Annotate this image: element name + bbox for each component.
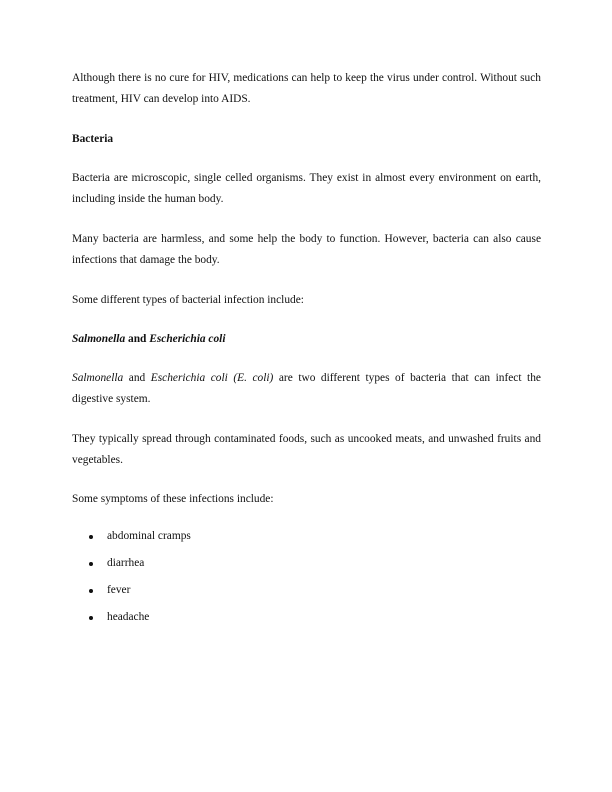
paragraph-bacteria-intro: Bacteria are microscopic, single celled organisms. They exist in almost every environment on earth, including inside the human body.: [72, 172, 541, 205]
bullet-icon: [89, 589, 93, 593]
paragraph-spread: They typically spread through contaminated foods, such as uncooked meats, and unwashed fruits and vegetables.: [72, 433, 541, 466]
subheading-and: and: [125, 333, 150, 345]
list-item: [72, 607, 472, 634]
bullet-icon: [89, 616, 93, 620]
paragraph-salmonella: [72, 368, 541, 410]
list-item: [72, 580, 472, 607]
subheading-term-salmonella: Salmonella: [72, 333, 126, 345]
heading-bacteria: Bacteria: [72, 133, 114, 145]
term-salmonella: Salmonella: [72, 372, 124, 384]
paragraph-bacteria-harmless: Many bacteria are harmless, and some help the body to function. However, bacteria can also cause infections that damage the body.: [72, 233, 541, 266]
subheading-salmonella-ecoli: [72, 329, 541, 350]
paragraph-salmonella-rest: are two different types of bacteria that can infect the digestive system.: [72, 372, 541, 405]
symptoms-list: [72, 526, 472, 634]
symptom-text: abdominal cramps: [107, 530, 191, 542]
symptom-text: fever: [107, 584, 131, 596]
paragraph-hiv: Although there is no cure for HIV, medications can help to keep the virus under control. Without such treatment, HIV can develop into AIDS.: [72, 72, 541, 105]
text-and: and: [123, 372, 151, 384]
list-item: [72, 526, 472, 553]
paragraph-symptoms-intro: Some symptoms of these infections include:: [72, 493, 274, 505]
list-item: [72, 553, 472, 580]
symptom-text: diarrhea: [107, 557, 145, 569]
bullet-icon: [89, 562, 93, 566]
term-ecoli: Escherichia coli (E. coli): [150, 372, 274, 384]
bullet-icon: [89, 535, 93, 539]
paragraph-infection-types: Some different types of bacterial infection include:: [72, 294, 304, 306]
symptom-text: headache: [107, 611, 150, 623]
subheading-term-ecoli: Escherichia coli: [149, 333, 226, 345]
